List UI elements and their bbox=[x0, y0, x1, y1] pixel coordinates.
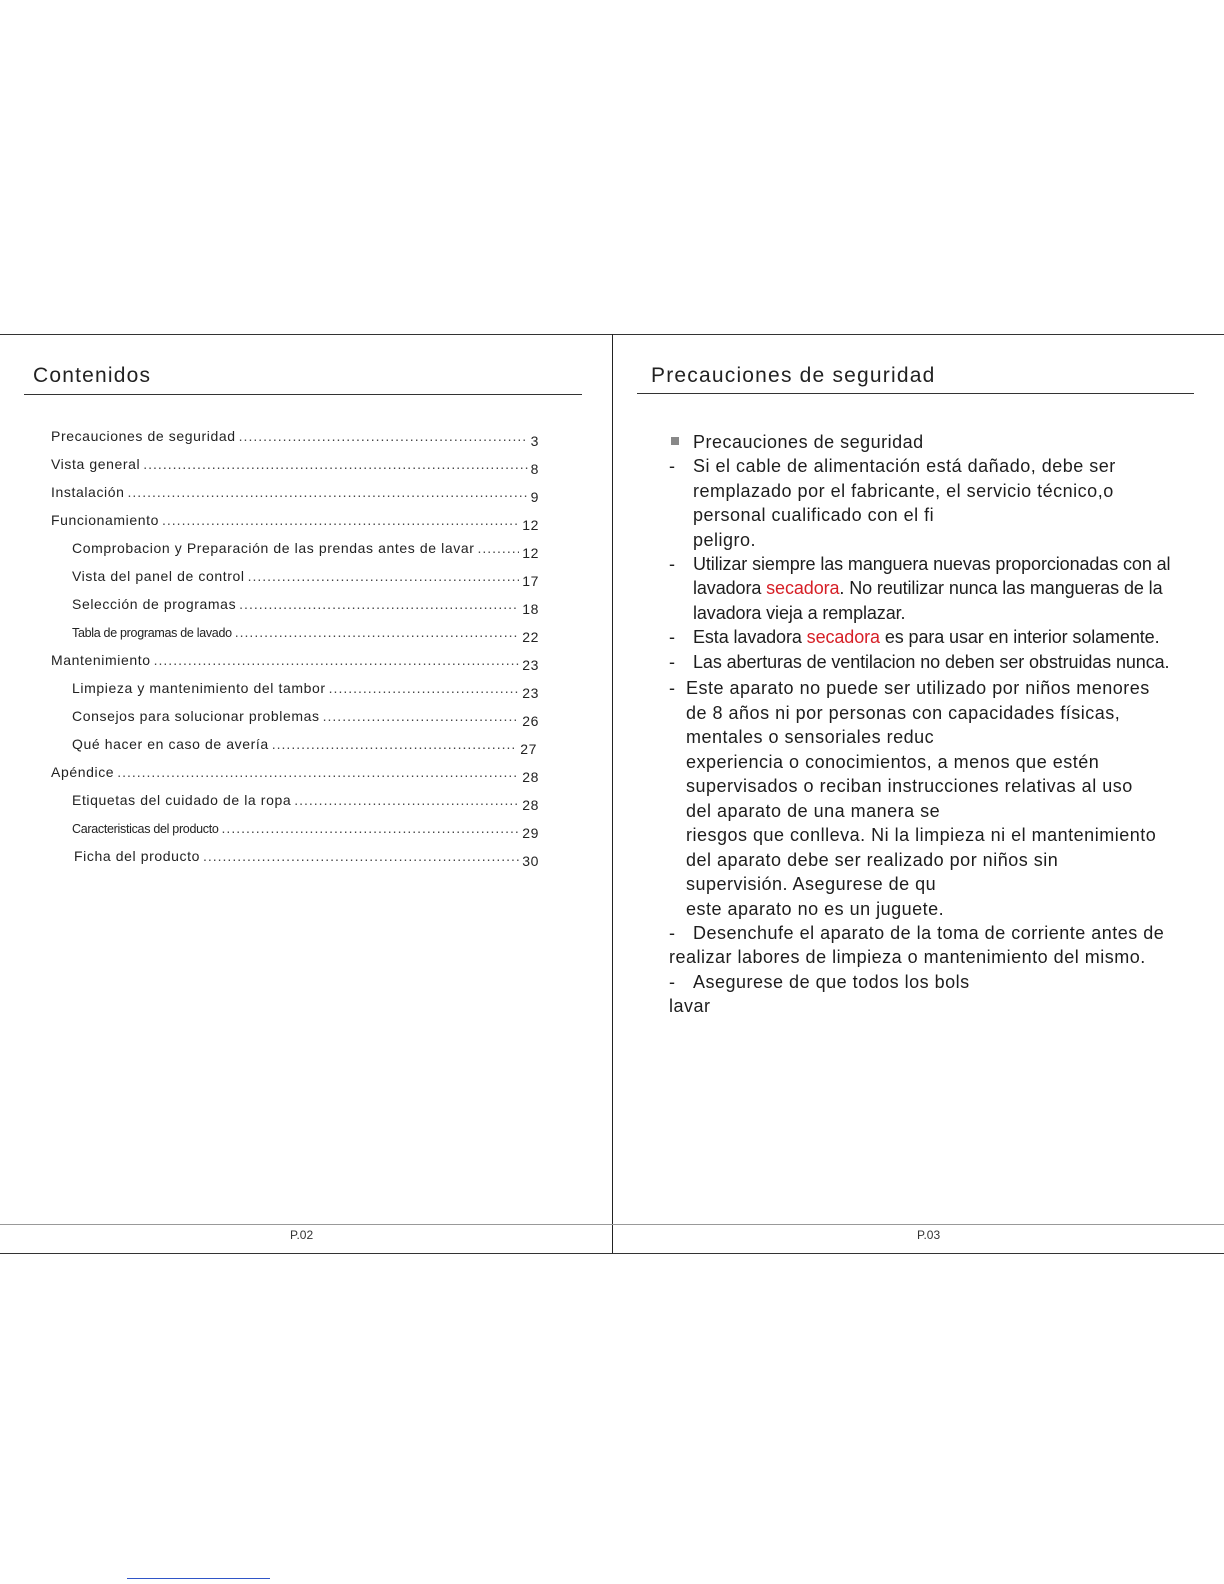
text-line: supervisión. Asegurese de qu bbox=[686, 874, 937, 894]
bullet-line: - Desenchufe el aparato de la toma de corriente antes de bbox=[669, 923, 1165, 943]
text-line: riesgos que conlleva. Ni la limpieza ni el mantenimiento bbox=[686, 825, 1157, 845]
page-number-right: P.03 bbox=[917, 1228, 941, 1242]
text-line: de 8 años ni por personas con capacidades físicas, bbox=[686, 703, 1121, 723]
text-line: este aparato no es un juguete. bbox=[686, 899, 945, 919]
toc-entry[interactable]: Qué hacer en caso de avería ..... 27 bbox=[72, 736, 537, 752]
text-line: peligro. bbox=[693, 530, 757, 550]
text-line: remplazado por el fabricante, el servicio técnico,o bbox=[693, 481, 1114, 501]
contents-title: Contenidos bbox=[33, 364, 152, 387]
toc-entry[interactable]: Caracteristicas del producto ..... 29 bbox=[72, 820, 539, 836]
toc-entry[interactable]: Tabla de programas de lavado ..... 22 bbox=[72, 624, 539, 640]
text-line: supervisados o reciban instrucciones relativas al uso bbox=[686, 776, 1133, 796]
text-line: personal cualificado con el fi bbox=[693, 505, 935, 525]
bullet-line: - Utilizar siempre las manguera nuevas proporcionadas con al bbox=[669, 554, 1171, 574]
manual-spread bbox=[0, 334, 1224, 1254]
text-line: del aparato de una manera se bbox=[686, 801, 941, 821]
bottom-link-underline bbox=[127, 1578, 270, 1579]
toc-entry[interactable]: Vista general ..... 8 bbox=[51, 456, 539, 472]
text-line: experiencia o conocimientos, a menos que estén bbox=[686, 752, 1100, 772]
safety-title: Precauciones de seguridad bbox=[651, 364, 936, 387]
toc-entry[interactable]: Limpieza y mantenimiento del tambor ..... 23 bbox=[72, 680, 539, 696]
toc-entry[interactable]: Etiquetas del cuidado de la ropa ..... 28 bbox=[72, 792, 539, 808]
toc-entry[interactable]: Consejos para solucionar problemas ..... 26 bbox=[72, 708, 539, 724]
bullet-line: - Las aberturas de ventilacion no deben ser obstruidas nunca. bbox=[669, 652, 1170, 672]
toc-entry[interactable]: Precauciones de seguridad ..... 3 bbox=[51, 428, 539, 444]
highlight-secadora: secadora bbox=[766, 578, 840, 598]
text-line: realizar labores de limpieza o mantenimiento del mismo. bbox=[669, 947, 1146, 967]
page-divider bbox=[612, 334, 613, 1254]
text-line: del aparato debe ser realizado por niños sin bbox=[686, 850, 1059, 870]
toc-entry[interactable]: Funcionamiento ..... 12 bbox=[51, 512, 539, 528]
toc-entry[interactable]: Comprobacion y Preparación de las prendas antes de lavar ..... 12 bbox=[72, 540, 539, 556]
text-line: lavadora secadora. No reutilizar nunca las mangueras de la bbox=[693, 578, 1163, 598]
text-line: mentales o sensoriales reduc bbox=[686, 727, 935, 747]
page-number-left: P.02 bbox=[290, 1228, 314, 1242]
contents-title-rule bbox=[24, 394, 582, 395]
safety-heading: Precauciones de seguridad bbox=[671, 432, 924, 453]
toc-entry[interactable]: Vista del panel de control ..... 17 bbox=[72, 568, 539, 584]
text-line: lavadora vieja a remplazar. bbox=[693, 603, 906, 623]
toc-entry[interactable]: Instalación ..... 9 bbox=[51, 484, 539, 500]
spread-bottom-rule bbox=[0, 1253, 1224, 1254]
bullet-line: - Este aparato no puede ser utilizado por niños menores bbox=[669, 678, 1150, 698]
bullet-line: - Asegurese de que todos los bols bbox=[669, 972, 970, 992]
highlight-secadora: secadora bbox=[806, 627, 880, 647]
safety-title-rule bbox=[637, 393, 1194, 394]
bullet-line: - Esta lavadora secadora es para usar en interior solamente. bbox=[669, 627, 1160, 647]
toc-entry[interactable]: Selección de programas ..... 18 bbox=[72, 596, 539, 612]
square-bullet-icon bbox=[671, 437, 679, 445]
toc-entry[interactable]: Apéndice ..... 28 bbox=[51, 764, 539, 780]
toc-entry[interactable]: Ficha del producto ..... 30 bbox=[74, 848, 539, 864]
toc-entry[interactable]: Mantenimiento ..... 23 bbox=[51, 652, 539, 668]
footer-rule bbox=[0, 1224, 1224, 1225]
text-line: lavar bbox=[669, 996, 711, 1016]
bullet-line: - Si el cable de alimentación está dañado, debe ser bbox=[669, 456, 1116, 476]
